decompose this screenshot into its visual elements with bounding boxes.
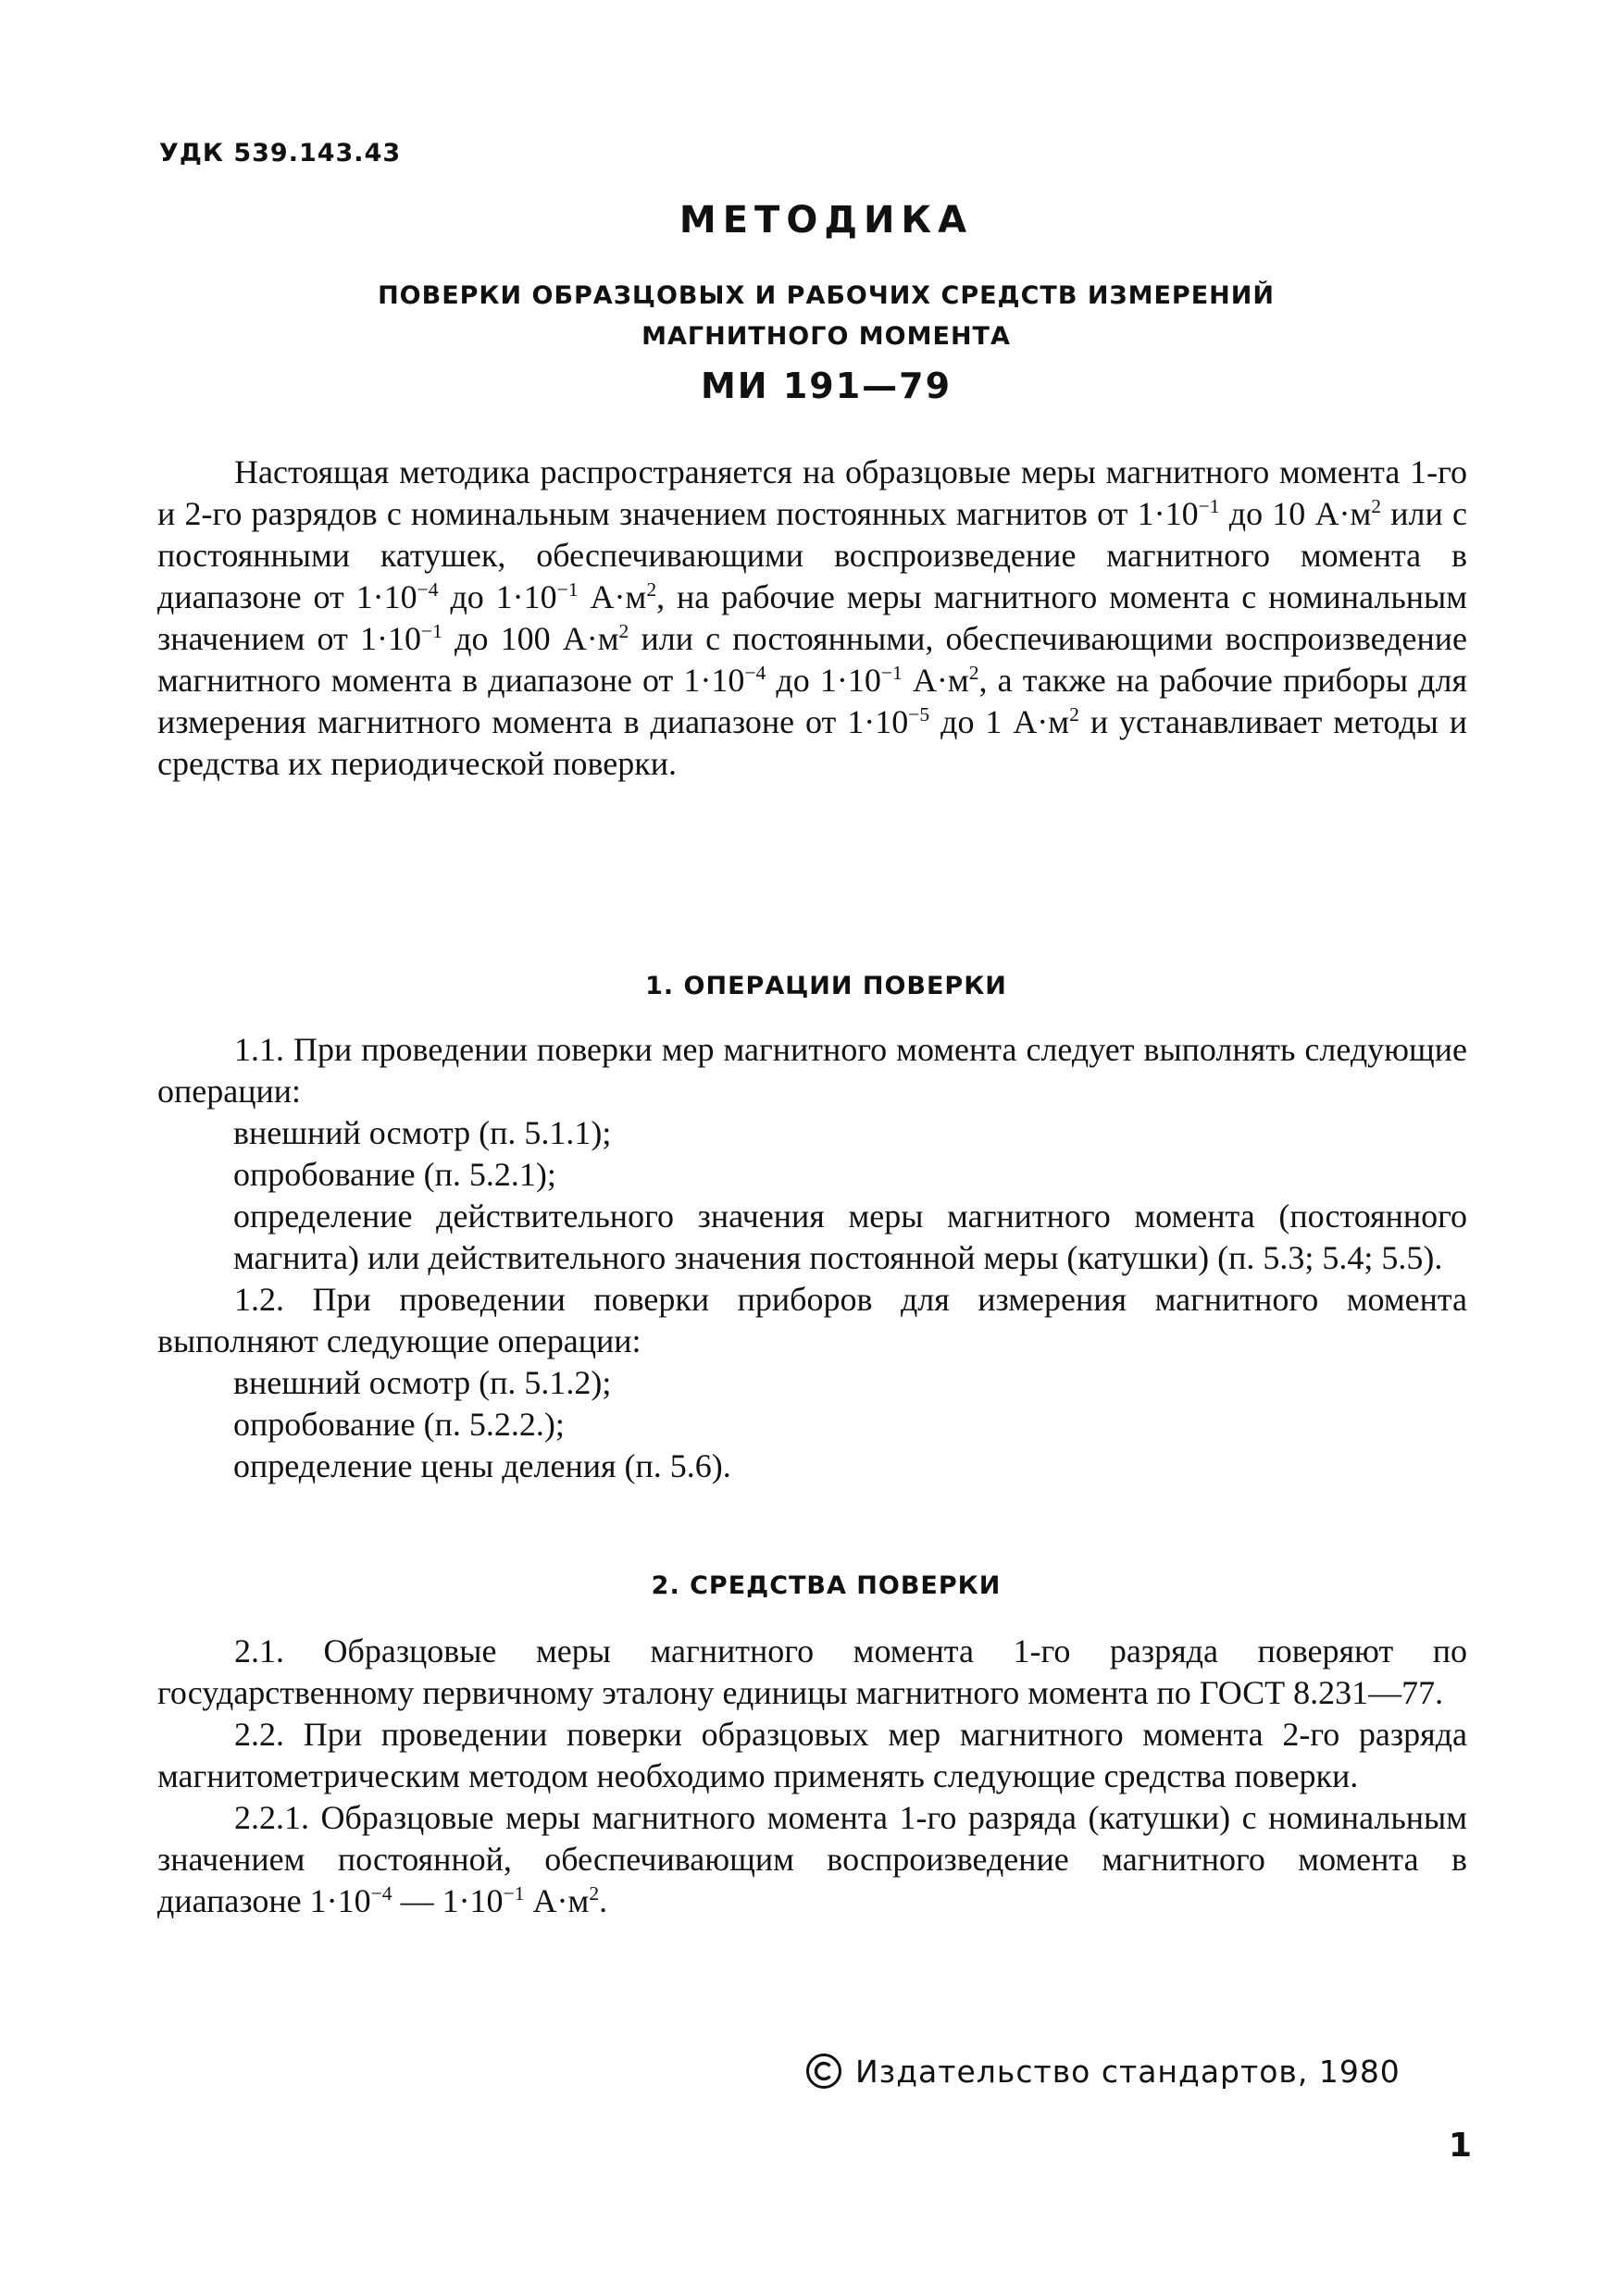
subtitle-line-1: ПОВЕРКИ ОБРАЗЦОВЫХ И РАБОЧИХ СРЕДСТВ ИЗМЕРЕНИЙ [378, 281, 1275, 310]
intro-text: Настоящая методика распространяется на образцовые меры магнитного момента 1-го и 2-го разрядов с номинальным значением постоянных магнитов от $1\cdot 10^{-1}$ до 10 $А\cdot м^2$ или с постоянными катушек, обеспечивающими воспроизведение магнитного момента в диапазоне от $1\cdot 10^{-4}$ до $1\cdot 10^{-1}$ $А\cdot м^2$, на рабочие меры магнитного момента с номинальным значением от $1\cdot 10^{-1}$ до 100 $А\cdot м^2$ или с постоянными, обеспечивающими воспроизведение магнитного момента в диапазоне от $1\cdot 10^{-4}$ до $1\cdot 10^{-1}$ $А\cdot м^2$, а также на рабочие приборы для измерения магнитного момента в диапазоне от $1\cdot 10^{-5}$ до 1 $А\cdot м^2$ и устанавливает методы и средства их периодической поверки. [157, 453, 1467, 782]
section-1-body [157, 1029, 1467, 1487]
paragraph-1-2: 1.2. При проведении поверки приборов для измерения магнитного момента выполняют следующие операции: [157, 1281, 1467, 1359]
document-subtitle [0, 276, 1619, 357]
paragraph-2-2: 2.2. При проведении поверки образцовых мер магнитного момента 2-го разряда магнитометрическим методом необходимо применять следующие средства поверки. [157, 1716, 1467, 1794]
page-number: 1 [1449, 2127, 1473, 2165]
paragraph-1-1-last: определение действительного значения меры магнитного момента (постоянного магнита) или действительного значения постоянной меры (катушки) (п. 5.3; 5.4; 5.5). [233, 1198, 1467, 1276]
subtitle-line-2: МАГНИТНОГО МОМЕНТА [641, 322, 1011, 351]
copyright-text: Издательство стандартов, 1980 [855, 2053, 1401, 2090]
section-1-heading: 1. ОПЕРАЦИИ ПОВЕРКИ [645, 972, 1007, 1000]
section-2-heading: 2. СРЕДСТВА ПОВЕРКИ [651, 1571, 1002, 1600]
document-title: МЕТОДИКА [679, 199, 974, 242]
paragraph-2-2-1: 2.2.1. Образцовые меры магнитного момента 1-го разряда (катушки) с номинальным значением постоянной, обеспечивающим воспроизведение магнитного момента в диапазоне $1\cdot 10^{-4}$ — $1\cdot 10^{-1}$ $А\cdot м^2$. [157, 1799, 1467, 1919]
list-item: опробование (п. 5.2.2.); [233, 1406, 565, 1443]
paragraph-1-1: 1.1. При проведении поверки мер магнитного момента следует выполнять следующие операции: [157, 1031, 1467, 1110]
copyright-notice [805, 2053, 1401, 2090]
copyright-icon [805, 2053, 842, 2090]
document-code: МИ 191—79 [700, 366, 953, 406]
udk-code: УДК 539.143.43 [159, 139, 402, 168]
list-item: определение цены деления (п. 5.6). [233, 1447, 731, 1484]
list-item: опробование (п. 5.2.1); [233, 1156, 556, 1193]
list-item: внешний осмотр (п. 5.1.2); [233, 1364, 612, 1401]
list-item: внешний осмотр (п. 5.1.1); [233, 1114, 612, 1151]
paragraph-2-1: 2.1. Образцовые меры магнитного момента 1-го разряда поверяют по государственному первичному эталону единицы магнитного момента по ГОСТ 8.231—77. [157, 1632, 1467, 1711]
intro-paragraph [157, 452, 1467, 785]
section-2-body [157, 1631, 1467, 1922]
